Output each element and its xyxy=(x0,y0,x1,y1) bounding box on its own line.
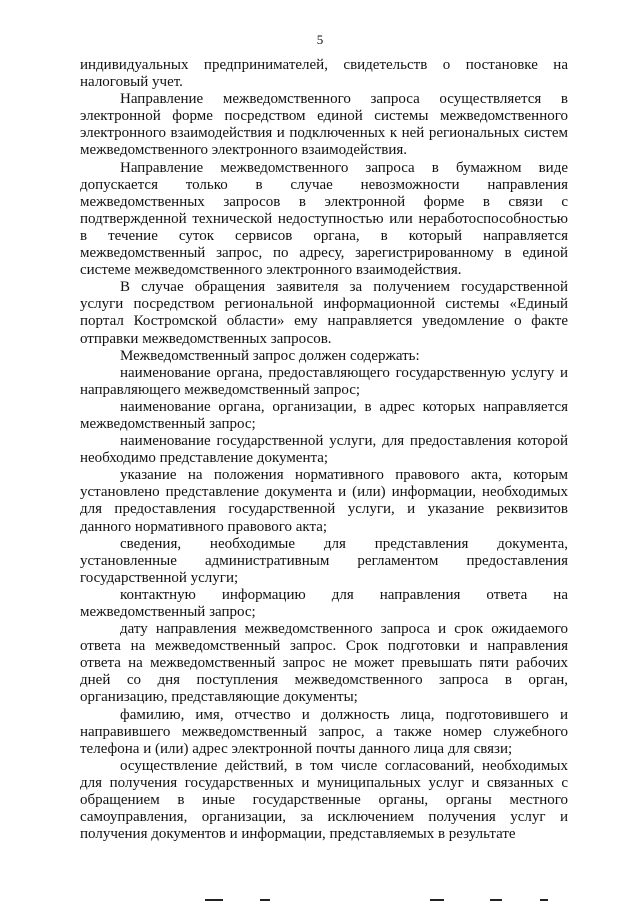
document-body xyxy=(80,57,568,843)
paragraph-paper-form: Направление межведомственного запроса в бумажном виде допускается только в случае невозможности направления межведомственных запросов в электронной форме в связи с подтвержденной технической недоступностью или неработоспособностью в течение суток сервисов органа, в который направляется межведомственный запрос, по адресу, зарегистрированному в единой системе межведомственного электронного взаимодействия. xyxy=(80,159,568,279)
paragraph-request-contents-intro: Межведомственный запрос должен содержать: xyxy=(120,347,420,364)
list-item-legal-act: указание на положения нормативного правового акта, которым установлено представление документа и (или) информации, необходимых для предоставления государственной услуги, и указание реквизитов данного нормативного правового акта; xyxy=(80,467,568,535)
paragraph-electronic-form: Направление межведомственного запроса осуществляется в электронной форме посредством единой системы межведомственного электронного взаимодействия и подключенных к ней региональных систем межведомственного электронного взаимодействия. xyxy=(80,91,568,159)
list-item-providing-body: наименование органа, предоставляющего государственную услугу и направляющего межведомственный запрос; xyxy=(80,364,568,398)
page-number: 5 xyxy=(316,32,324,47)
list-item-required-info: сведения, необходимые для представления документа, установленные административным регламентом предоставления государственной услуги; xyxy=(80,535,568,586)
paragraph-regional-portal: В случае обращения заявителя за получением государственной услуги посредством региональной информационной системы «Единый портал Костромской области» ему направляется уведомление о факте отправки межведомственных запросов. xyxy=(80,279,568,347)
list-item-dates: дату направления межведомственного запроса и срок ожидаемого ответа на межведомственный запрос. Срок подготовки и направления ответа на межведомственный запрос не может превышать пяти рабочих дней со дня поступления межведомственного запроса в орган, организацию, представляющие документы; xyxy=(80,621,568,706)
list-item-contact-info: контактную информацию для направления ответа на межведомственный запрос; xyxy=(80,586,568,620)
list-item-addressee: наименование органа, организации, в адрес которых направляется межведомственный запрос; xyxy=(80,398,568,432)
list-item-responsible-person: фамилию, имя, отчество и должность лица, подготовившего и направившего межведомственный запрос, а также номер служебного телефона и (или) адрес электронной почты данного лица для связи; xyxy=(80,706,568,757)
list-item-service-name: наименование государственной услуги, для предоставления которой необходимо представление документа; xyxy=(80,433,568,467)
paragraph-continuation: индивидуальных предпринимателей, свидетельств о постановке на налоговый учет. xyxy=(80,57,568,91)
cut-off-text-line xyxy=(0,895,640,905)
list-item-actions: осуществление действий, в том числе согласований, необходимых для получения государственных и муниципальных услуг и связанных с обращением в иные государственные органы, органы местного самоуправления, организации, за исключением получения услуг и получения документов и информации, представляемых в результате xyxy=(80,757,568,843)
